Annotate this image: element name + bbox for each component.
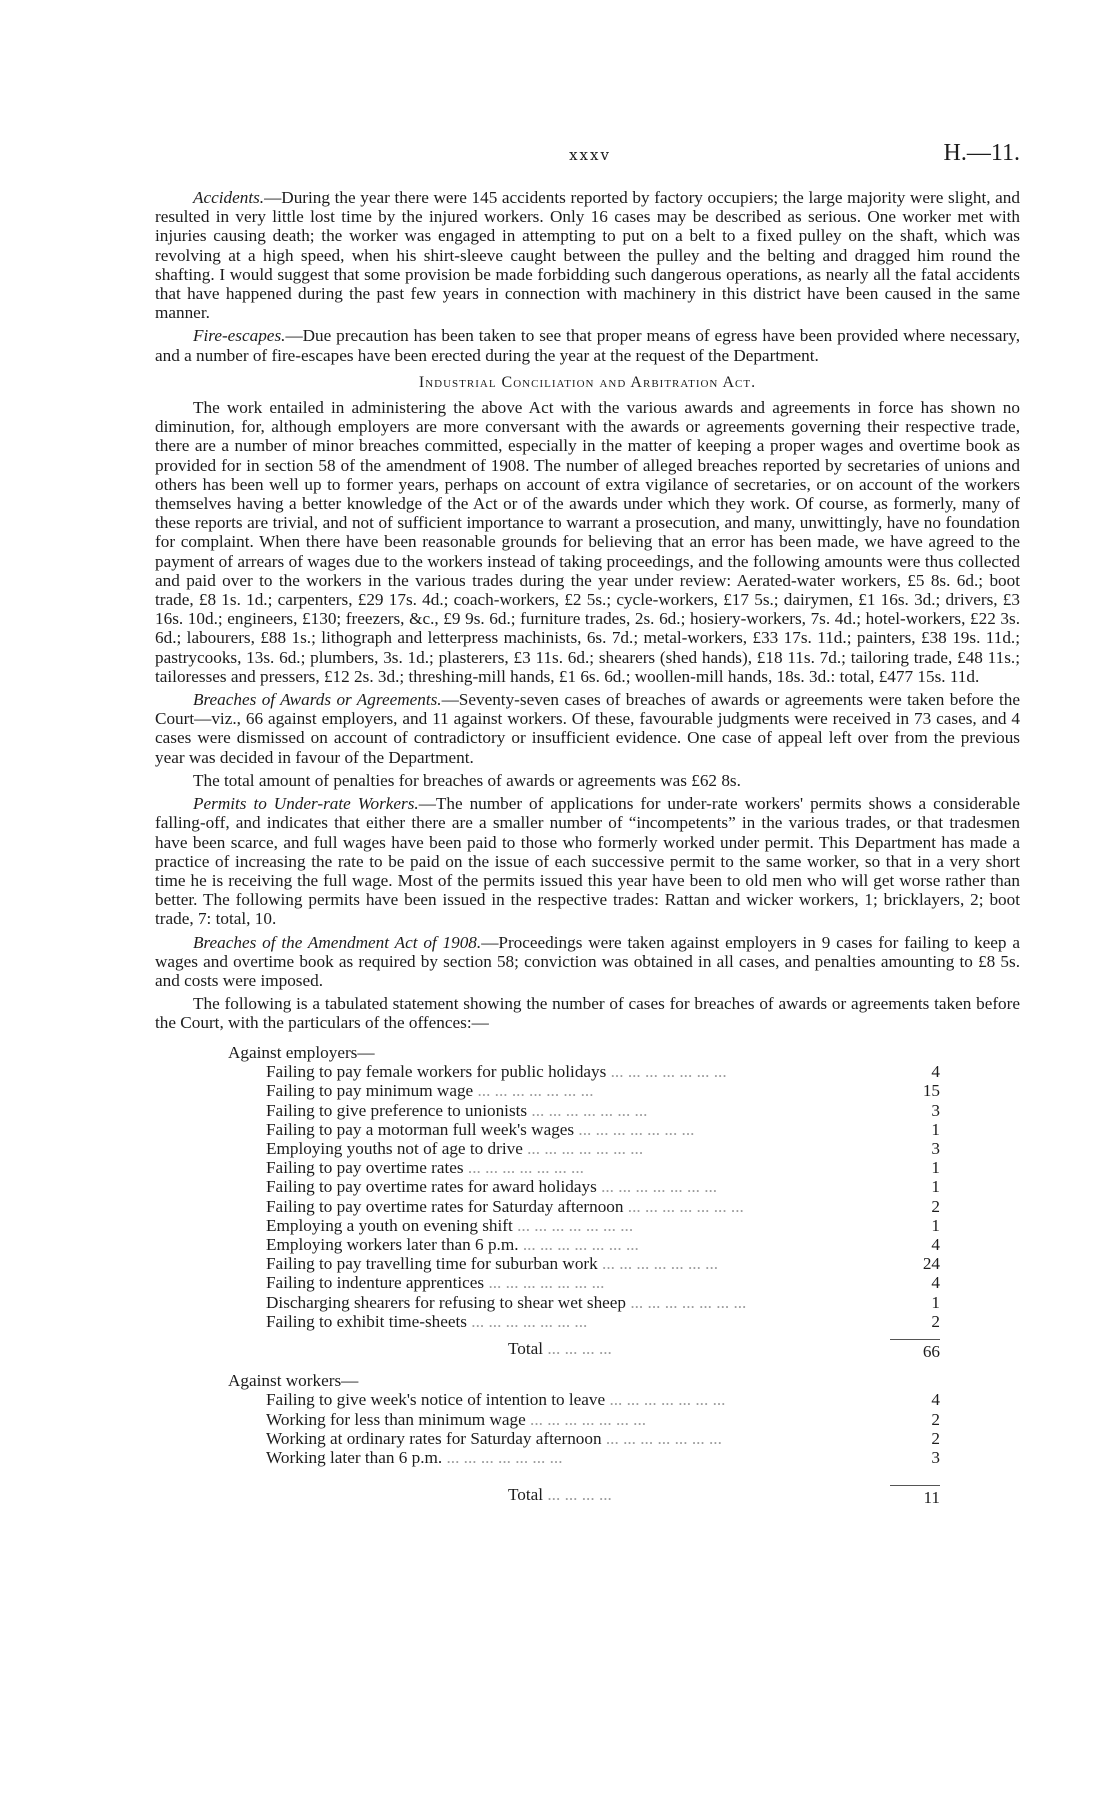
offence-label: Employing workers later than 6 p.m. ... [266, 1235, 890, 1254]
offence-label: Failing to pay female workers for public holidays ... [266, 1062, 890, 1081]
case-count: 1 [931, 1119, 940, 1139]
workers-total-row [228, 1485, 940, 1507]
page-number: xxxv [569, 146, 611, 164]
case-count: 3 [931, 1139, 940, 1159]
case-count: 1 [931, 1215, 940, 1235]
table-row [228, 1216, 940, 1235]
table-row [228, 1312, 940, 1331]
body-text [155, 188, 1020, 1037]
case-count: 4 [931, 1235, 940, 1255]
table-row [228, 1062, 940, 1081]
offence-label: Failing to indenture apprentices ... [266, 1273, 890, 1292]
table-row [228, 1429, 940, 1448]
table-row [228, 1101, 940, 1120]
paragraph-amendment-act: Breaches of the Amendment Act of 1908.—Proceedings were taken against employers in 9 cases for failing to keep a wages and overtime book as required by section 58; conviction was obtained in all cases, and penalties amounting to £8 5s. and costs were imposed. [155, 932, 1020, 990]
offences-table [228, 1043, 940, 1507]
case-count: 2 [931, 1196, 940, 1216]
case-count: 1 [931, 1177, 940, 1197]
table-row [228, 1448, 940, 1467]
total-value: 66 [890, 1339, 940, 1361]
case-count: 2 [931, 1409, 940, 1429]
workers-group-title: Against workers— [228, 1371, 359, 1391]
offence-label: Failing to give preference to unionists ... [266, 1101, 890, 1120]
paragraph-permits: Permits to Under-rate Workers.—The number of applications for under-rate workers' permits shows a considerable falling-off, and indicates that either there are a smaller number of “incompetents” in the various trades, or that tradesmen have been scarce, and full wages have been paid to those who formerly worked under permit. This Department has made a practice of increasing the rate to be paid on the issue of each successive permit to the same worker, so that in a very short time he is receiving the full wage. Most of the permits issued this year have been to old men who will get worse rather than better. The following permits have been issued in the respective trades: Rattan and wicker workers, 1; bricklayers, 2; boot trade, 7: total, 10. [155, 794, 1021, 929]
offence-label: Employing youths not of age to drive ... [266, 1139, 890, 1158]
document-reference: H.—11. [943, 140, 1020, 166]
offence-label: Failing to pay overtime rates for Saturday afternoon ... [266, 1197, 890, 1216]
paragraph-accidents: Accidents.—During the year there were 145 accidents reported by factory occupiers; the large majority were slight, and resulted in very little lost time by the injured workers. Only 16 cases may be described as serious. One worker met with injuries causing death; the worker was engaged in attempting to put on a belt to a fixed pulley on the shaft, which was revolving at a high speed, when his shirt-sleeve caught between the pulley and the belting and dragged him round the shafting. I would suggest that some provision be made forbidding such dangerous operations, as nearly all the fatal accidents that have happened during the past few years in connection with machinery in this district have been caused in the same manner. [155, 188, 1020, 323]
total-label: Total ... [228, 1339, 890, 1361]
total-label: Total ... [228, 1485, 890, 1507]
case-count: 4 [931, 1273, 940, 1293]
offence-label: Discharging shearers for refusing to shear wet sheep ... [266, 1293, 890, 1312]
offence-label: Failing to pay a motorman full week's wages ... [266, 1120, 890, 1139]
offence-label: Working for less than minimum wage ... [266, 1410, 890, 1429]
case-count: 15 [922, 1081, 940, 1101]
page-header [160, 140, 1020, 170]
table-row [228, 1177, 940, 1196]
workers-group [228, 1371, 940, 1507]
table-row [228, 1390, 940, 1409]
total-value: 11 [890, 1485, 940, 1507]
employers-group-title: Against employers— [228, 1043, 375, 1062]
table-row [228, 1410, 940, 1429]
table-row [228, 1081, 940, 1100]
table-row [228, 1254, 940, 1273]
table-row [228, 1120, 940, 1139]
table-row [228, 1235, 940, 1254]
table-row [228, 1139, 940, 1158]
paragraph-breaches-awards: Breaches of Awards or Agreements.—Seventy-seven cases of breaches of awards or agreements were taken before the Court—viz., 66 against employers, and 11 against workers. Of these, favourable judgments were received in 73 cases, and 4 cases were dismissed on account of contradictory or insufficient evidence. One case of appeal left over from the previous year was decided in favour of the Department. [155, 690, 1020, 767]
offence-label: Working later than 6 p.m. ... [266, 1448, 890, 1467]
offence-label: Failing to exhibit time-sheets ... [266, 1312, 890, 1331]
case-count: 2 [931, 1311, 940, 1331]
paragraph-fire-escapes: Fire-escapes.—Due precaution has been taken to see that proper means of egress have been provided where necessary, and a number of fire-escapes have been erected during the year at the request of the Department. [155, 326, 1020, 365]
case-count: 3 [931, 1100, 940, 1120]
section-heading: Industrial Conciliation and Arbitration Act. [418, 373, 757, 391]
offence-label: Working at ordinary rates for Saturday afternoon ... [266, 1429, 890, 1448]
offence-label: Failing to pay travelling time for suburban work ... [266, 1254, 890, 1273]
offence-label: Failing to pay overtime rates ... [266, 1158, 890, 1177]
case-count: 3 [931, 1448, 940, 1468]
offence-label: Failing to give week's notice of intention to leave ... [266, 1390, 890, 1409]
employers-group [228, 1043, 940, 1361]
case-count: 4 [931, 1390, 940, 1410]
offence-label: Failing to pay minimum wage ... [266, 1081, 890, 1100]
offence-label: Employing a youth on evening shift ... [266, 1216, 890, 1235]
case-count: 4 [931, 1062, 940, 1082]
paragraph-penalties: The total amount of penalties for breaches of awards or agreements was £62 8s. [193, 770, 741, 790]
employers-total-row [228, 1339, 940, 1361]
table-row [228, 1158, 940, 1177]
offence-label: Failing to pay overtime rates for award holidays ... [266, 1177, 890, 1196]
paragraph-table-intro: The following is a tabulated statement showing the number of cases for breaches of awards or agreements taken before the Court, with the particulars of the offences:— [155, 994, 1020, 1033]
table-row [228, 1273, 940, 1292]
case-count: 2 [931, 1428, 940, 1448]
case-count: 24 [922, 1254, 940, 1274]
case-count: 1 [931, 1158, 940, 1178]
table-row [228, 1197, 940, 1216]
table-row [228, 1293, 940, 1312]
case-count: 1 [931, 1292, 940, 1312]
paragraph-act-work: The work entailed in administering the above Act with the various awards and agreements in force has shown no diminution, for, although employers are more conversant with the awards or agreements governing their respective trade, there are a number of minor breaches committed, especially in the matter of keeping a proper wages and overtime book as provided for in section 58 of the amendment of 1908. The number of alleged breaches reported by secretaries of unions and others has been well up to former years, perhaps on account of extra vigilance of secretaries, or on account of the workers themselves having a better knowledge of the Act or of the awards under which they work. Of course, as formerly, many of these reports are trivial, and not of sufficient importance to warrant a prosecution, and many, unwittingly, have no foundation for complaint. When there have been reasonable grounds for believing that an error has been made, we have agreed to the payment of arrears of wages due to the workers instead of taking proceedings, and the following amounts were thus collected and paid over to the workers in the various trades during the year under review: Aerated-water workers, £5 8s. 6d.; boot trade, £8 1s. 1d.; carpenters, £29 17s. 4d.; coach-workers, £2 5s.; cycle-workers, £17 5s.; dairymen, £1 16s. 3d.; drivers, £3 16s. 10d.; engineers, £130; freezers, &c., £9 9s. 6d.; furniture trades, 2s. 6d.; hosiery-workers, 7s. 4d.; hotel-workers, £22 3s. 6d.; labourers, £88 1s.; lithograph and letterpress machinists, 6s. 7d.; metal-workers, £33 17s. 11d.; painters, £38 19s. 11d.; pastrycooks, 13s. 6d.; plumbers, 3s. 1d.; plasterers, £3 11s. 6d.; shearers (shed hands), £18 11s. 7d.; tailoring trade, £48 11s.; tailoresses and pressers, £12 2s. 3d.; threshing-mill hands, £1 6s. 6d.; woollen-mill hands, 18s. 3d.: total, £477 15s. 11d. [155, 398, 1020, 686]
